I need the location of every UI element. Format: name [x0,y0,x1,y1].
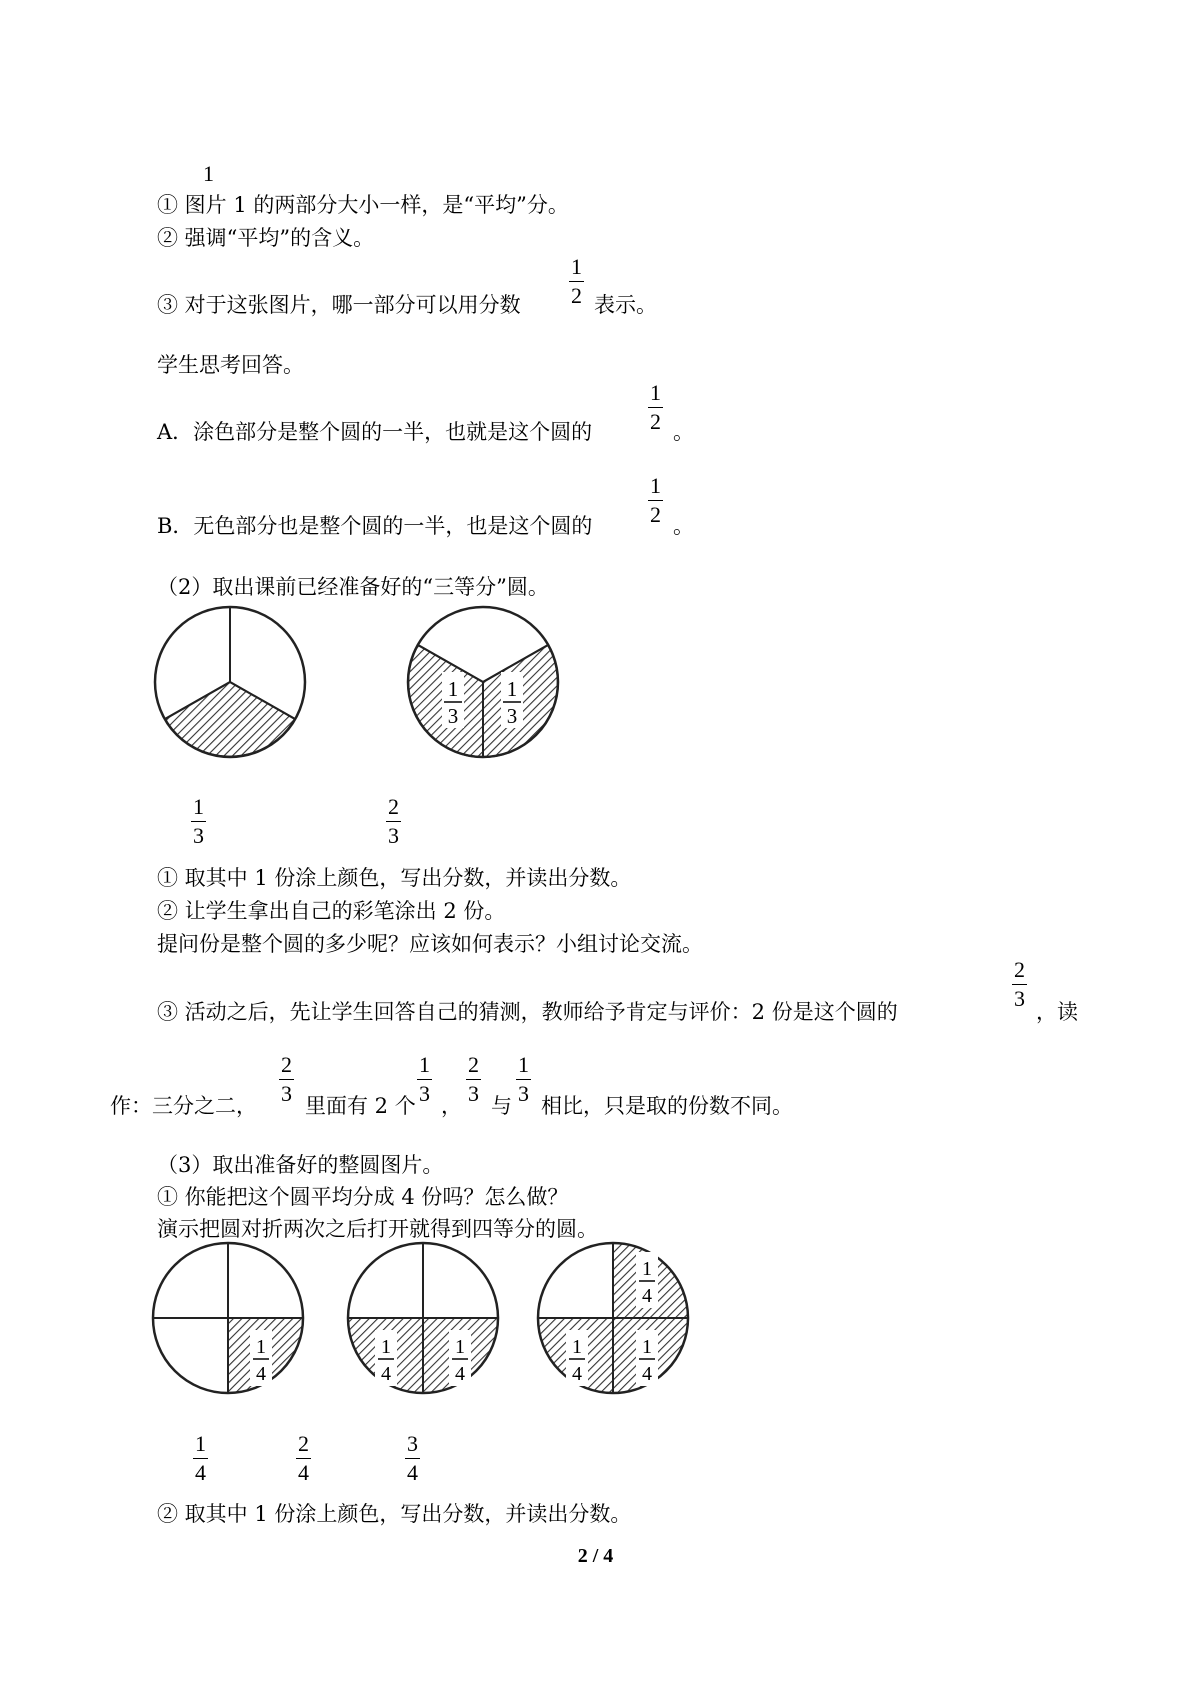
quarters-circles-figure [150,1240,690,1400]
fraction-one-quarter: 1 4 [195,1431,206,1485]
figure-label-num: 1 [642,1258,652,1280]
text-line-with-fraction: ③ 活动之后，先让学生回答自己的猜测，教师给予肯定与评价：2 份是这个圆的 [157,1000,898,1024]
text-line: ① 你能把这个圆平均分成 4 份吗？怎么做？ [157,1185,569,1209]
thirds-circles-figure [150,600,590,770]
text-line: ① 图片 1 的两部分大小一样，是“平均”分。 [157,193,569,217]
text-line-suffix: 。 [673,514,694,538]
text-line: ② 强调“平均”的含义。 [157,226,375,250]
fraction-two-thirds: 2 3 [1014,957,1025,1011]
text-line-suffix: 表示。 [594,293,657,317]
figure-label-num: 1 [642,1336,652,1358]
circle-two-quarters-shaded [348,1243,498,1393]
figure-label-den: 4 [642,1363,652,1385]
answer-b: B．无色部分也是整个圆的一半，也是这个圆的 [157,514,593,538]
figure-label-num: 1 [455,1336,465,1358]
figure-label-num: 1 [572,1336,582,1358]
answer-a: A．涂色部分是整个圆的一半，也就是这个圆的 [157,420,593,444]
circle-one-third-shaded [155,607,305,757]
fraction-half: 1 2 [650,380,661,434]
figure-label-num: 1 [381,1336,391,1358]
text-segment: 作：三分之二， [110,1094,257,1118]
text-line: 学生思考回答。 [157,353,304,377]
text-line: ① 取其中 1 份涂上颜色，写出分数，并读出分数。 [157,866,632,890]
figure-label-den: 3 [506,704,518,728]
page-number: 2 / 4 [577,1545,614,1567]
figure-label-num: 1 [256,1336,266,1358]
circle-two-thirds-shaded [408,607,558,757]
fraction-three-quarters: 3 4 [407,1431,418,1485]
text-line-suffix: ，读 [1036,1000,1078,1024]
section-heading: （3）取出准备好的整圆图片。 [157,1153,444,1177]
figure-label-den: 3 [447,704,459,728]
text-line: 演示把圆对折两次之后打开就得到四等分的圆。 [157,1217,598,1241]
figure-label-den: 4 [256,1363,266,1385]
fraction-two-quarters: 2 4 [298,1431,309,1485]
text-line: 提问份是整个圆的多少呢？应该如何表示？小组讨论交流。 [157,932,703,956]
fraction-one-third: 1 3 [518,1052,529,1106]
text-segment: ， [441,1094,462,1118]
text-line-suffix: 。 [673,420,694,444]
figure-label-den: 4 [455,1363,465,1385]
figure-label-den: 4 [572,1363,582,1385]
figure-label-den: 4 [381,1363,391,1385]
text-segment: 与 [491,1094,512,1118]
fraction-two-thirds: 2 3 [388,794,399,848]
text-line: ② 让学生拿出自己的彩笔涂出 2 份。 [157,899,506,923]
circle-one-quarter-shaded [153,1243,303,1393]
figure-label-num: 1 [506,677,518,701]
text-segment: 相比，只是取的份数不同。 [541,1094,793,1118]
fraction-two-thirds: 2 3 [468,1052,479,1106]
fraction-half: 1 2 [650,473,661,527]
fraction-half: 1 2 [571,254,582,308]
top-number: 1 [203,161,214,186]
fraction-two-thirds: 2 3 [281,1052,292,1106]
fraction-one-third: 1 3 [419,1052,430,1106]
fraction-one-third: 1 3 [193,794,204,848]
text-segment: 里面有 2 个 [305,1094,416,1118]
figure-label-den: 4 [642,1285,652,1307]
circle-three-quarters-shaded [538,1243,688,1393]
figure-label-num: 1 [447,677,459,701]
text-line: ② 取其中 1 份涂上颜色，写出分数，并读出分数。 [157,1502,632,1526]
text-line-with-fraction: ③ 对于这张图片，哪一部分可以用分数 [157,293,521,317]
section-heading: （2）取出课前已经准备好的“三等分”圆。 [157,575,549,599]
